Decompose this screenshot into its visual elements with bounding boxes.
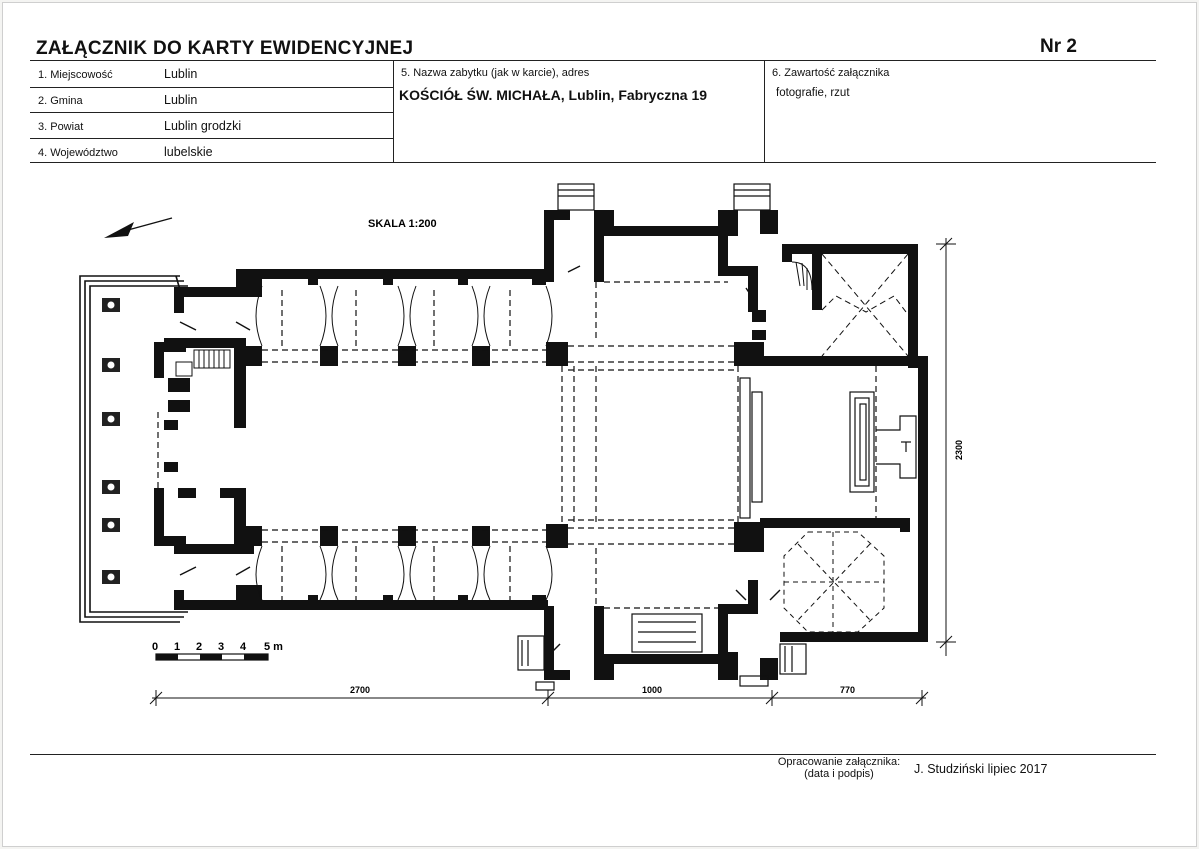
field-label-miejscowosc: 1. Miejscowość [38,69,113,81]
north-arrow-icon [104,218,172,238]
field-value-nazwa: KOŚCIÓŁ ŚW. MICHAŁA, Lublin, Fabryczna 19 [399,87,708,103]
field-label-powiat: 3. Powiat [38,121,84,133]
prepared-label-line1: Opracowanie załącznika: [777,756,901,768]
scale-tick-5: 5 m [264,641,283,653]
prepared-label [770,756,908,780]
scale-tick-3: 3 [218,641,225,653]
field-value-gmina: Lublin [164,93,198,107]
field-value-powiat: Lublin grodzki [164,119,242,133]
dimension-chancel: 770 [840,685,856,695]
scale-bar [156,654,268,660]
field-label-nazwa: 5. Nazwa zabytku (jak w karcie), adres [401,67,590,79]
field-value-zawartosc: fotografie, rzut [776,87,850,99]
document-title: ZAŁĄCZNIK DO KARTY EWIDENCYJNEJ [36,38,414,59]
scale-tick-1: 1 [174,641,181,653]
dimension-nave: 2700 [350,685,371,695]
prepared-label-line2: (data i podpis) [804,768,874,780]
field-label-gmina: 2. Gmina [38,95,83,107]
field-value-miejscowosc: Lublin [164,67,198,81]
scale-tick-2: 2 [196,641,203,653]
field-label-zawartosc: 6. Zawartość załącznika [772,67,890,79]
scale-tick-4: 4 [240,641,247,653]
document-number: Nr 2 [1040,36,1077,57]
signature: J. Studziński lipiec 2017 [914,762,1048,776]
dimension-width: 2300 [954,439,964,460]
footer-divider [30,754,1156,755]
field-label-wojewodztwo: 4. Województwo [38,147,118,159]
scale-label: SKALA 1:200 [368,218,437,230]
scale-tick-0: 0 [152,641,159,653]
field-value-wojewodztwo: lubelskie [164,145,213,159]
dimension-crossing: 1000 [642,685,663,695]
